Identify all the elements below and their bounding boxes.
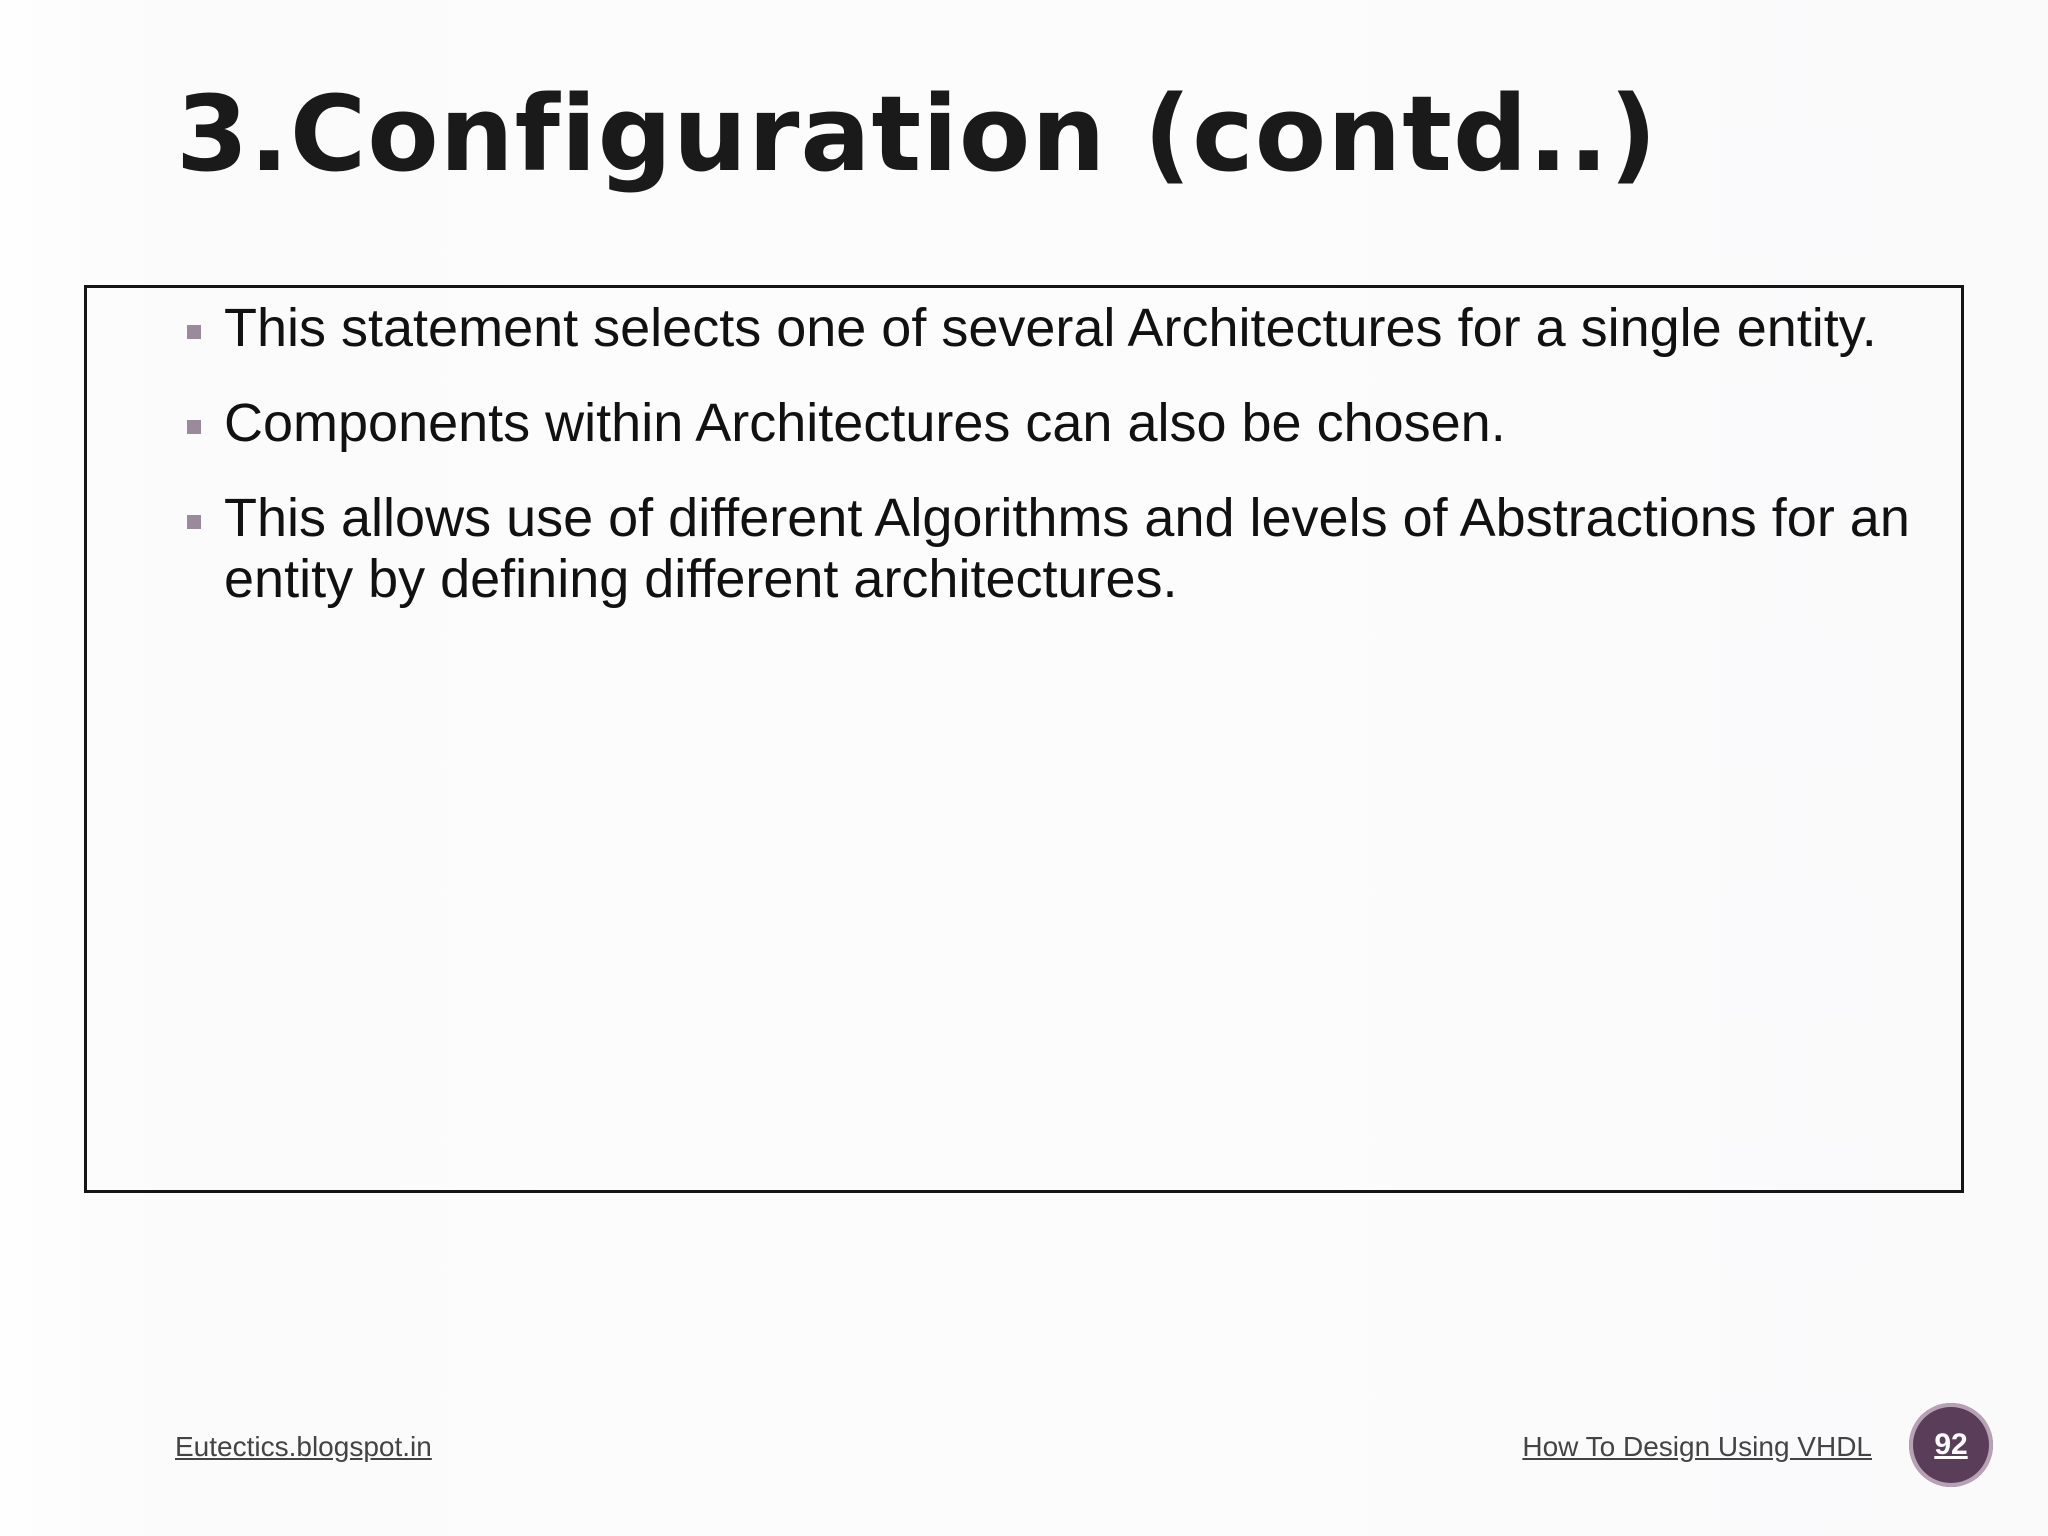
- footer-blog-link[interactable]: Eutectics.blogspot.in: [175, 1431, 432, 1462]
- bullet-item: [187, 488, 1937, 610]
- bullet-text: This allows use of different Algorithms and levels of Abstractions for an entity by defining different architectures.: [224, 488, 1910, 609]
- page-number: 92: [1934, 1428, 1968, 1461]
- bullet-item: [187, 393, 1937, 454]
- bullet-item: [187, 298, 1937, 359]
- square-bullet-icon: [187, 515, 201, 529]
- footer-title-link[interactable]: How To Design Using VHDL: [1522, 1431, 1872, 1462]
- bullet-text: Components within Architectures can also be chosen.: [224, 393, 1506, 453]
- content-box: [84, 285, 1964, 1193]
- slide-title: 3.Configuration (contd..): [176, 73, 1658, 195]
- bullet-text: This statement selects one of several Architectures for a single entity.: [224, 298, 1877, 358]
- square-bullet-icon: [187, 325, 201, 339]
- square-bullet-icon: [187, 420, 201, 434]
- page-number-badge: [1909, 1403, 1993, 1487]
- bullet-list: [187, 298, 1937, 644]
